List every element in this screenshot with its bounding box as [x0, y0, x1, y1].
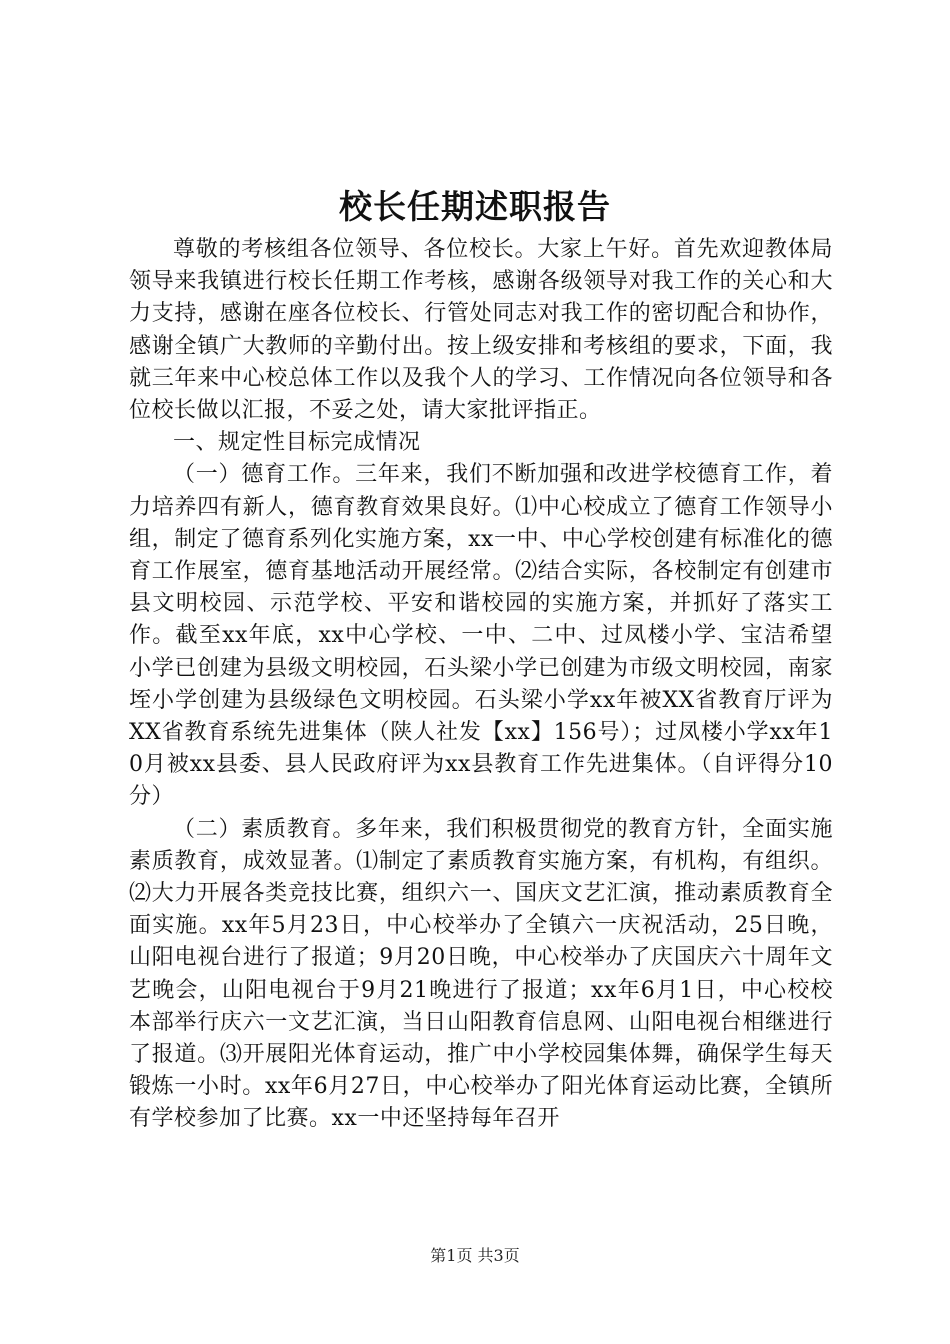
document-body — [129, 234, 833, 1136]
paragraph-moral-education: （一）德育工作。三年来，我们不断加强和改进学校德育工作，着力培养四有新人，德育教育效果良好。⑴中心校成立了德育工作领导小组，制定了德育系列化实施方案，xx一中、中心学校创建有标准化的德育工作展室，德育基地活动开展经常。⑵结合实际，各校制定有创建市县文明校园、示范学校、平安和谐校园的实施方案，并抓好了落实工作。截至xx年底，xx中心学校、一中、二中、过凤楼小学、宝洁希望小学已创建为县级文明校园，石头梁小学已创建为市级文明校园，南家垤小学创建为县级绿色文明校园。石头梁小学xx年被XX省教育厅评为XX省教育系统先进集体（陕人社发【xx】156号）；过凤楼小学xx年10月被xx县委、县人民政府评为xx县教育工作先进集体。（自评得分10分） — [129, 462, 833, 810]
document-title: 校长任期述职报告 — [339, 187, 611, 226]
section-heading-targets: 一、规定性目标完成情况 — [173, 430, 421, 456]
page-footer: 第1页 共3页 — [430, 1246, 520, 1265]
paragraph-greeting: 尊敬的考核组各位领导、各位校长。大家上午好。首先欢迎教体局领导来我镇进行校长任期工作考核，感谢各级领导对我工作的关心和大力支持，感谢在座各位校长、行管处同志对我工作的密切配合和协作，感谢全镇广大教师的辛勤付出。按上级安排和考核组的要求，下面，我就三年来中心校总体工作以及我个人的学习、工作情况向各位领导和各位校长做以汇报，不妥之处，请大家批评指正。 — [129, 237, 833, 424]
paragraph-quality-education: （二）素质教育。多年来，我们积极贯彻党的教育方针，全面实施素质教育，成效显著。⑴制定了素质教育实施方案，有机构，有组织。⑵大力开展各类竞技比赛，组织六一、国庆文艺汇演，推动素质教育全面实施。xx年5月23日，中心校举办了全镇六一庆祝活动，25日晚，山阳电视台进行了报道；9月20日晚，中心校举办了庆国庆六十周年文艺晚会，山阳电视台于9月21晚进行了报道；xx年6月1日，中心校校本部举行庆六一文艺汇演，当日山阳教育信息网、山阳电视台相继进行了报道。⑶开展阳光体育运动，推广中小学校园集体舞，确保学生每天锻炼一小时。xx年6月27日，中心校举办了阳光体育运动比赛，全镇所有学校参加了比赛。xx一中还坚持每年召开 — [129, 816, 833, 1132]
